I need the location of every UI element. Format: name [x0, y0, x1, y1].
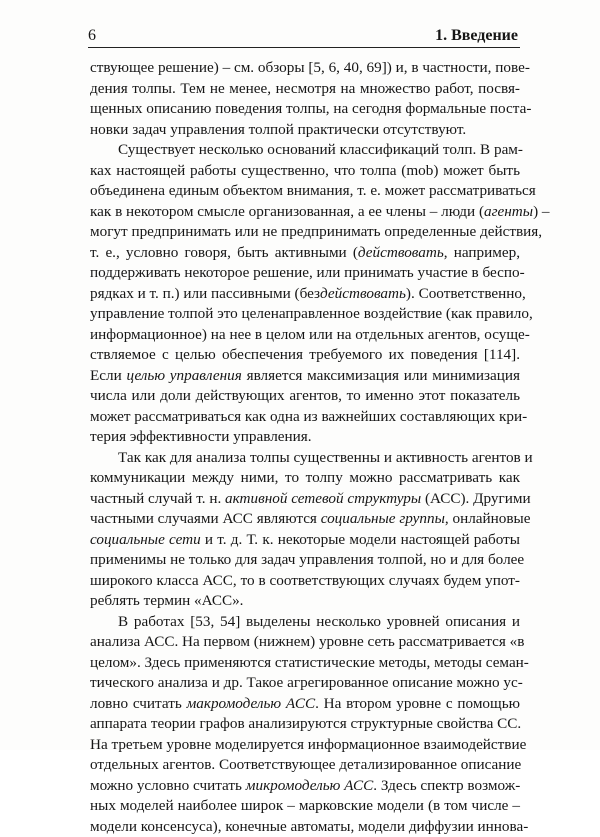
text-line: терия эффективности управления.: [90, 427, 520, 448]
text-line: ствляемое с целью обеспечения требуемого их поведения [114].: [90, 345, 520, 366]
text-line: рядках и т. п.) или пассивными (бездействовать). Соответственно,: [90, 284, 520, 305]
text-line: ловно считать макромоделью АСС. На втором уровне с помощью: [90, 694, 520, 715]
text-line: применимы не только для задач управления толпой, но и для более: [90, 550, 520, 571]
text-line: Существует несколько оснований классификаций толп. В рам-: [90, 140, 520, 161]
text-line: целом». Здесь применяются статистические методы, методы семан-: [90, 653, 520, 674]
paragraph: [90, 612, 520, 837]
text-line: дения толпы. Тем не менее, несмотря на множество работ, посвя-: [90, 79, 520, 100]
text-line: поддерживать некоторое решение, или принимать участие в беспо-: [90, 263, 520, 284]
text-line: анализа АСС. На первом (нижнем) уровне сеть рассматривается «в: [90, 632, 520, 653]
text-line: В работах [53, 54] выделены несколько уровней описания и: [90, 612, 520, 633]
page-number: 6: [88, 26, 96, 46]
text-line: могут предпринимать или не предпринимать определенные действия,: [90, 222, 520, 243]
paragraph: [90, 140, 520, 448]
text-line: аппарата теории графов анализируются структурные свойства СС.: [90, 714, 520, 735]
text-line: информационное) на нее в целом или на отдельных агентов, осуще-: [90, 325, 520, 346]
text-line: щенных описанию поведения толпы, на сегодня формальные поста-: [90, 99, 520, 120]
text-line: как в некотором смысле организованная, а ее члены – люди (агенты) –: [90, 202, 520, 223]
text-line: коммуникации между ними, то толпу можно рассматривать как: [90, 468, 520, 489]
text-line: Так как для анализа толпы существенны и активность агентов и: [90, 448, 520, 469]
text-line: широкого класса АСС, то в соответствующих случаях будем упот-: [90, 571, 520, 592]
text-line: т. е., условно говоря, быть активными (действовать, например,: [90, 243, 520, 264]
text-line: ках настоящей работы существенно, что толпа (mob) может быть: [90, 161, 520, 182]
text-line: социальные сети и т. д. Т. к. некоторые модели настоящей работы: [90, 530, 520, 551]
text-line: На третьем уровне моделируется информационное взаимодействие: [90, 735, 520, 756]
text-line: частными случаями АСС являются социальные группы, онлайновые: [90, 509, 520, 530]
running-head: [88, 26, 520, 46]
body-text: [90, 58, 520, 837]
text-line: новки задач управления толпой практически отсутствуют.: [90, 120, 520, 141]
text-line: частный случай т. н. активной сетевой структуры (АСС). Другими: [90, 489, 520, 510]
paragraph: [90, 58, 520, 140]
paragraph: [90, 448, 520, 612]
text-line: ных моделей наиболее широк – марковские модели (в том числе –: [90, 796, 520, 817]
chapter-title: 1. Введение: [435, 26, 518, 46]
text-line: управление толпой это целенаправленное воздействие (как правило,: [90, 304, 520, 325]
text-line: реблять термин «АСС».: [90, 591, 520, 612]
text-line: модели консенсуса), конечные автоматы, модели диффузии иннова-: [90, 817, 520, 837]
text-line: можно условно считать микромоделью АСС. Здесь спектр возмож-: [90, 776, 520, 797]
text-line: числа или доли действующих агентов, то именно этот показатель: [90, 386, 520, 407]
header-rule: [88, 47, 520, 48]
text-line: ствующее решение) – см. обзоры [5, 6, 40, 69]) и, в частности, пове-: [90, 58, 520, 79]
text-line: может рассматриваться как одна из важнейших составляющих кри-: [90, 407, 520, 428]
text-line: объединена единым объектом внимания, т. е. может рассматриваться: [90, 181, 520, 202]
text-line: отдельных агентов. Соответствующее детализированное описание: [90, 755, 520, 776]
text-line: Если целью управления является максимизация или минимизация: [90, 366, 520, 387]
text-line: тического анализа и др. Такое агрегированное описание можно ус-: [90, 673, 520, 694]
